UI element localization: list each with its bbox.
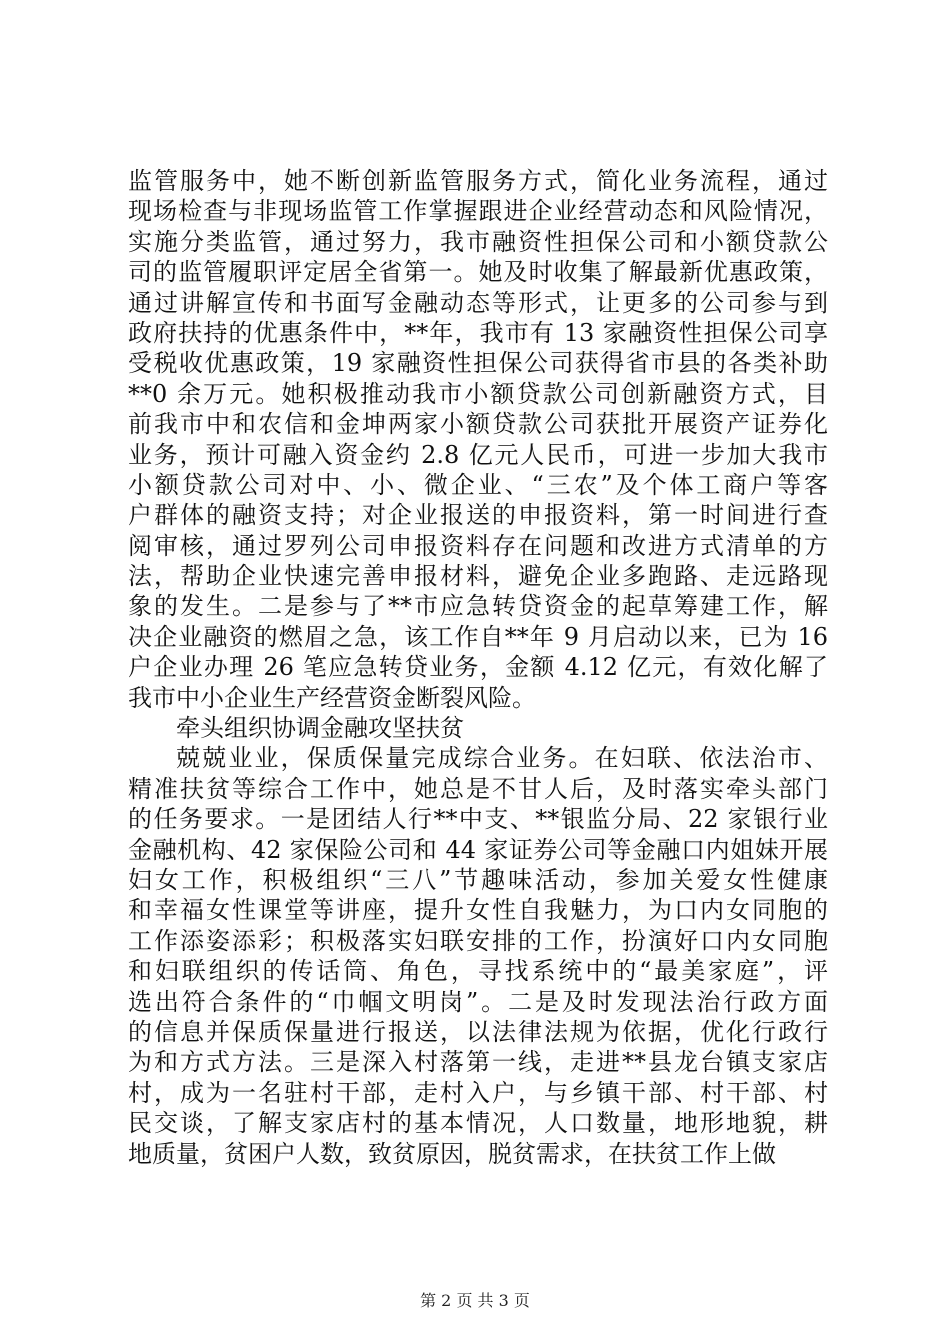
paragraph-line: 法，帮助企业快速完善申报材料，避免企业多跑路、走远路现 xyxy=(128,562,828,591)
paragraph-line: 业务，预计可融入资金约 2.8 亿元人民币，可进一步加大我市 xyxy=(128,440,828,469)
body-text xyxy=(128,166,828,1169)
paragraph-line: 受税收优惠政策，19 家融资性担保公司获得省市县的各类补助 xyxy=(128,349,828,378)
paragraph-line: 象的发生。二是参与了**市应急转贷资金的起草筹建工作，解 xyxy=(128,592,828,621)
page-footer: 第 2 页 共 3 页 xyxy=(420,1291,530,1310)
paragraph-line: 妇女工作，积极组织“三八”节趣味活动，参加关爱女性健康 xyxy=(128,865,828,894)
paragraph-line: 政府扶持的优惠条件中，**年，我市有 13 家融资性担保公司享 xyxy=(128,318,828,347)
paragraph-line: 我市中小企业生产经营资金断裂风险。 xyxy=(128,683,536,712)
paragraph-line: 决企业融资的燃眉之急，该工作自**年 9 月启动以来，已为 16 xyxy=(128,622,828,651)
paragraph-line: 的信息并保质保量进行报送，以法律法规为依据，优化行政行 xyxy=(128,1017,828,1046)
paragraph-line: 小额贷款公司对中、小、微企业、“三农”及个体工商户等客 xyxy=(128,470,828,499)
paragraph-line: 司的监管履职评定居全省第一。她及时收集了解最新优惠政策， xyxy=(128,258,828,287)
paragraph-line: 精准扶贫等综合工作中，她总是不甘人后，及时落实牵头部门 xyxy=(128,774,828,803)
paragraph-line: **0 余万元。她积极推动我市小额贷款公司创新融资方式，目 xyxy=(128,379,828,408)
paragraph-line: 现场检查与非现场监管工作掌握跟进企业经营动态和风险情况， xyxy=(128,197,828,226)
paragraph-line: 金融机构、42 家保险公司和 44 家证券公司等金融口内姐妹开展 xyxy=(128,835,828,864)
paragraph-line: 为和方式方法。三是深入村落第一线，走进**县龙台镇支家店 xyxy=(128,1048,828,1077)
paragraph-line: 村，成为一名驻村干部，走村入户，与乡镇干部、村干部、村 xyxy=(128,1078,828,1107)
paragraph-line: 工作添姿添彩；积极落实妇联安排的工作，扮演好口内女同胞 xyxy=(128,926,828,955)
paragraph-line: 前我市中和农信和金坤两家小额贷款公司获批开展资产证券化 xyxy=(128,410,828,439)
paragraph-line: 地质量，贫困户人数，致贫原因，脱贫需求，在扶贫工作上做 xyxy=(128,1139,776,1168)
paragraph-line: 的任务要求。一是团结人行**中支、**银监分局、22 家银行业 xyxy=(128,805,828,834)
section-heading: 牵头组织协调金融攻坚扶贫 xyxy=(176,714,464,743)
paragraph-line: 和妇联组织的传话筒、角色，寻找系统中的“最美家庭”，评 xyxy=(128,957,828,986)
paragraph-line: 监管服务中，她不断创新监管服务方式，简化业务流程，通过 xyxy=(128,167,828,195)
paragraph-line: 和幸福女性课堂等讲座，提升女性自我魅力，为口内女同胞的 xyxy=(128,896,828,925)
paragraph-line: 兢兢业业，保质保量完成综合业务。在妇联、依法治市、 xyxy=(176,744,828,773)
paragraph-line: 民交谈，了解支家店村的基本情况，人口数量，地形地貌，耕 xyxy=(128,1109,828,1138)
paragraph-line: 户企业办理 26 笔应急转贷业务，金额 4.12 亿元，有效化解了 xyxy=(128,653,828,682)
paragraph-line: 实施分类监管，通过努力，我市融资性担保公司和小额贷款公 xyxy=(128,227,828,256)
paragraph-line: 阅审核，通过罗列公司申报资料存在问题和改进方式清单的方 xyxy=(128,531,828,560)
paragraph-line: 选出符合条件的“巾帼文明岗”。二是及时发现法治行政方面 xyxy=(128,987,828,1016)
paragraph-line: 户群体的融资支持；对企业报送的申报资料，第一时间进行查 xyxy=(128,501,828,530)
paragraph-line: 通过讲解宣传和书面写金融动态等形式，让更多的公司参与到 xyxy=(128,288,828,317)
